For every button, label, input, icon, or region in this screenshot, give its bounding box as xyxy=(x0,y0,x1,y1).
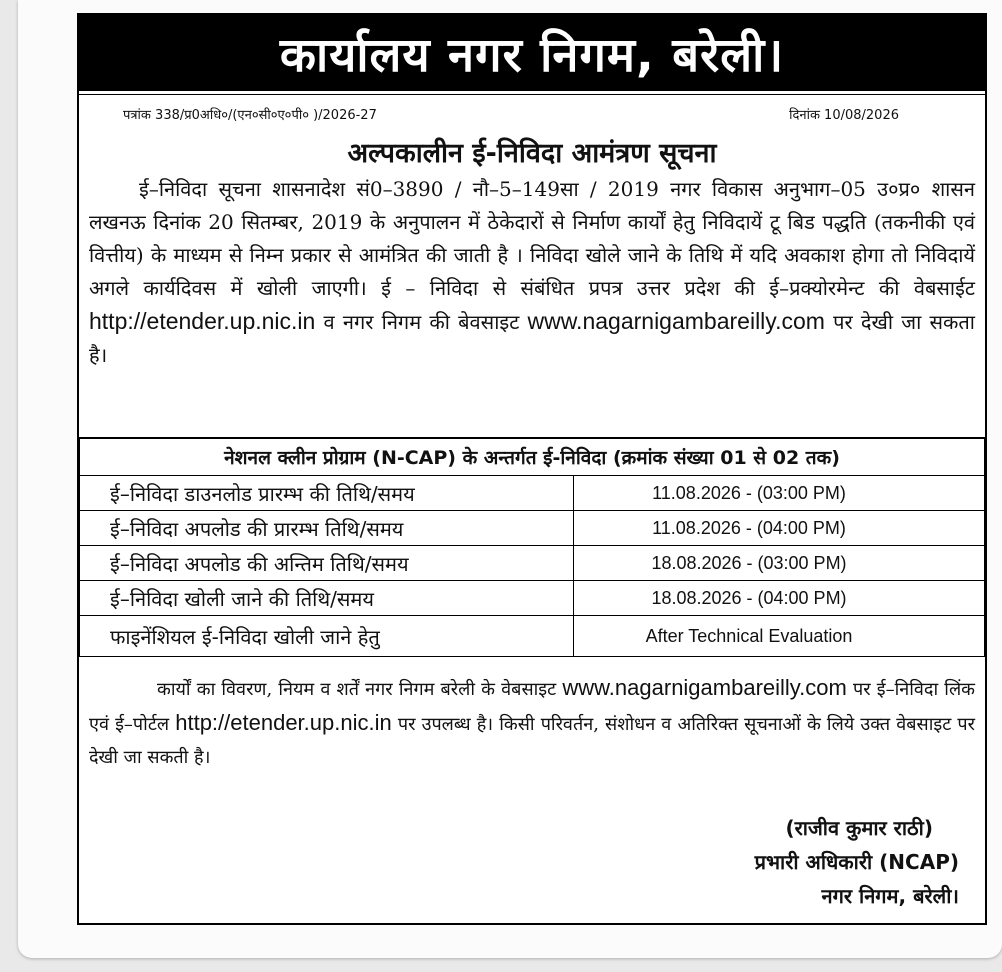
table-row xyxy=(80,511,985,546)
footer-text-3: पर उपलब्ध है। किसी परिवर्तन, संशोधन व अतिरिक्त सूचनाओं के लिये उक्त वेबसाइट पर देखी जा सकती है। xyxy=(89,714,976,768)
tender-notice xyxy=(77,13,987,925)
table-row xyxy=(80,616,985,657)
row-value: 11.08.2026 - (04:00 PM) xyxy=(574,511,985,546)
body-end-text: पर देखी जा सकता है। xyxy=(89,310,975,367)
etender-link[interactable]: http://etender.up.nic.in xyxy=(89,308,316,334)
table-row xyxy=(80,476,985,511)
body-text: ई–निविदा सूचना शासनादेश सं0–3890 / नौ–5–149सा / 2019 नगर विकास अनुभाग–05 उ०प्र० शासन लखनऊ दिनांक 20 सितम्बर, 2019 के अनुपालन में ठेकेदारों से निर्माण कार्यों हेतु निविदायें टू बिड पद्धति (तकनीकी एवं वित्तीय) के माध्यम से निम्न प्रकार से आमंत्रित की जाती है । निविदा खोले जाने के तिथि में यदि अवकाश होगा तो निविदायें अगले कार्यदिवस में खोली जाएगी। ई – निविदा से संबंधित प्रपत्र उत्तर प्रदेश की ई–प्रक्योरमेन्ट की वेबसाईट xyxy=(89,177,975,300)
signatory-name: (राजीव कुमार राठी) xyxy=(785,816,933,840)
footer-text-1: कार्यों का विवरण, नियम व शर्तें नगर निगम बरेली के वेबसाइट xyxy=(157,679,563,700)
reference-line xyxy=(79,94,985,127)
notice-date: दिनांक 10/08/2026 xyxy=(789,108,899,123)
schedule-table xyxy=(79,437,985,657)
nagarnigam-link[interactable]: www.nagarnigambareilly.com xyxy=(527,308,825,334)
footer-text xyxy=(79,657,985,774)
signatory-office: नगर निगम, बरेली। xyxy=(821,884,959,908)
row-label: फाइनेंशियल ई-निविदा खोली जाने हेतु xyxy=(80,616,574,657)
notice-heading: अल्पकालीन ई-निविदा आमंत्रण सूचना xyxy=(347,138,717,169)
office-banner: कार्यालय नगर निगम, बरेली। xyxy=(79,15,985,91)
row-label: ई–निविदा अपलोड की प्रारम्भ तिथि/समय xyxy=(80,511,574,546)
signatory-designation: प्रभारी अधिकारी (NCAP) xyxy=(754,850,959,874)
row-label: ई–निविदा खोली जाने की तिथि/समय xyxy=(80,581,574,616)
reference-number: पत्रांक 338/प्र0अधि०/(एन०सी०ए०पी० )/2026-27 xyxy=(123,108,377,123)
schedule-table-header: नेशनल क्लीन प्रोग्राम (N-CAP) के अन्तर्गत ई-निविदा (क्रमांक संख्या 01 से 02 तक) xyxy=(80,438,985,476)
footer-nagarnigam-link[interactable]: www.nagarnigambareilly.com xyxy=(562,675,847,700)
table-row xyxy=(80,546,985,581)
row-value: After Technical Evaluation xyxy=(574,616,985,657)
page-card xyxy=(18,0,1002,958)
row-value: 18.08.2026 - (04:00 PM) xyxy=(574,581,985,616)
row-value: 11.08.2026 - (03:00 PM) xyxy=(574,476,985,511)
footer-text-2: पर ई–निविदा लिंक एवं ई–पोर्टल xyxy=(89,679,975,735)
row-label: ई–निविदा डाउनलोड प्रारम्भ की तिथि/समय xyxy=(80,476,574,511)
footer-etender-link[interactable]: http://etender.up.nic.in xyxy=(175,710,392,735)
row-value: 18.08.2026 - (03:00 PM) xyxy=(574,546,985,581)
signature-block xyxy=(755,811,959,913)
row-label: ई–निविदा अपलोड की अन्तिम तिथि/समय xyxy=(80,546,574,581)
table-row xyxy=(80,581,985,616)
notice-body xyxy=(79,173,985,437)
body-mid-text: व नगर निगम की बेवसाइट xyxy=(315,310,528,334)
